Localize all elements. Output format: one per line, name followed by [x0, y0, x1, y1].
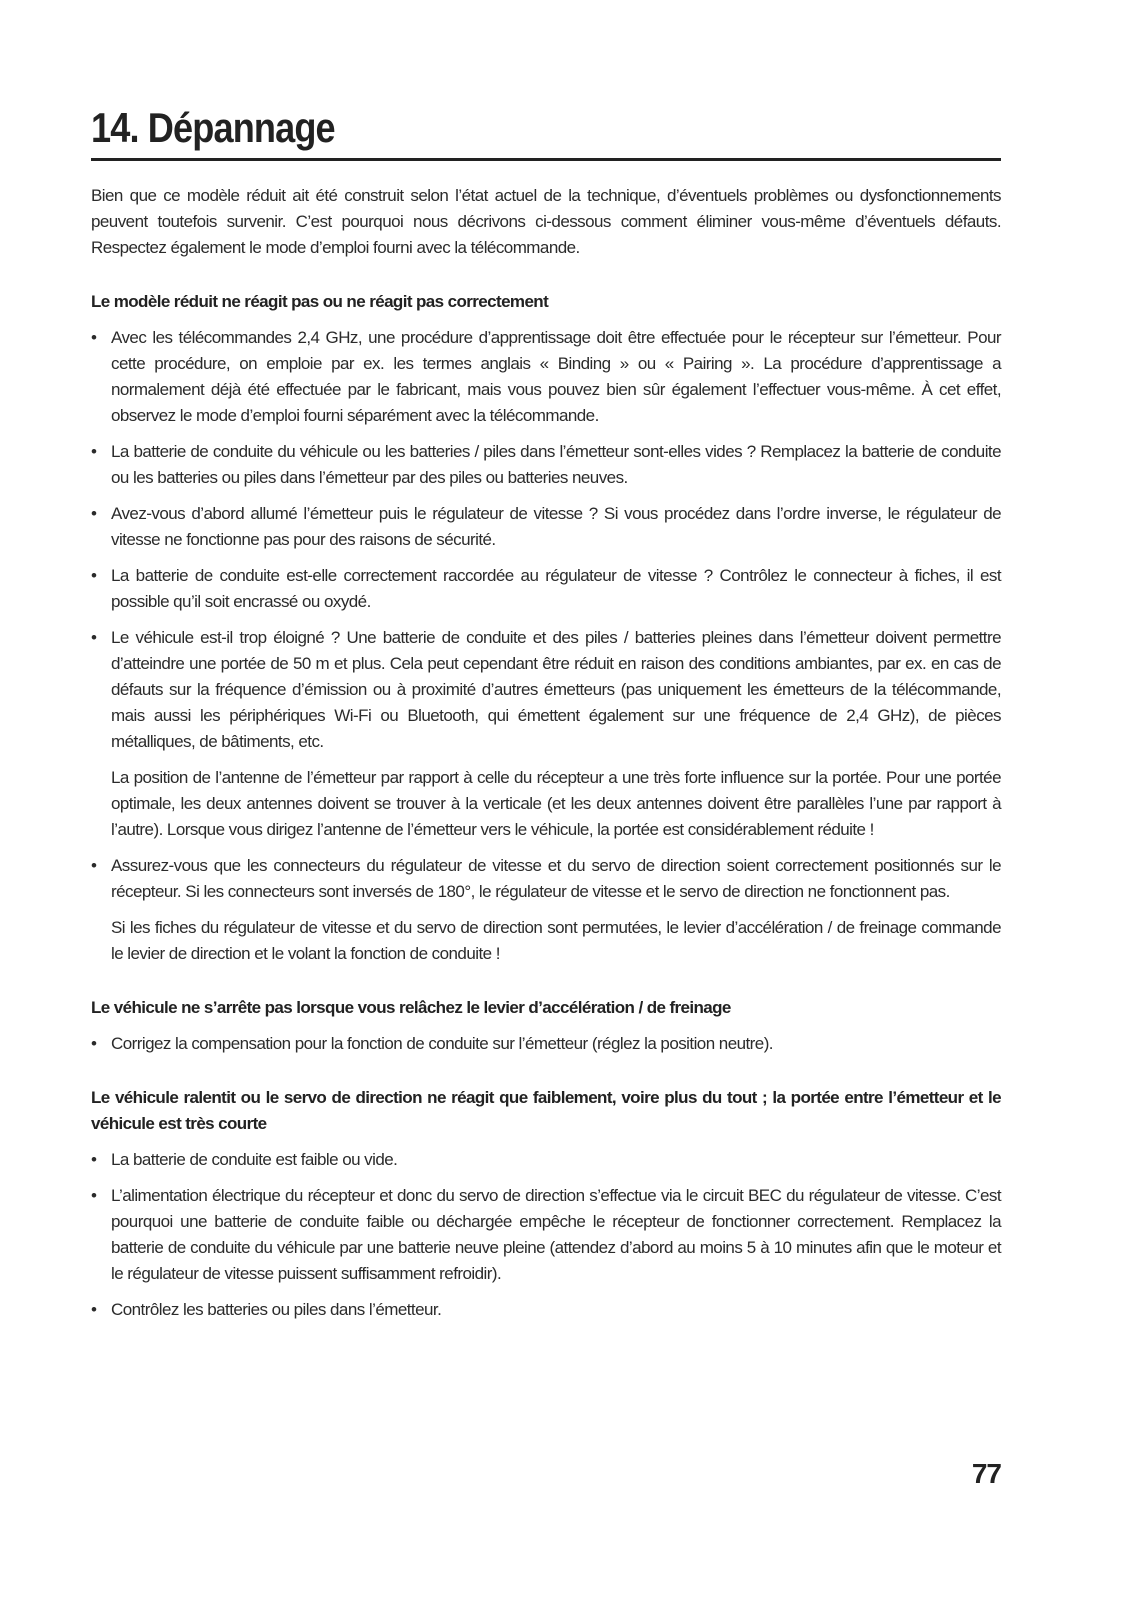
list-item-text: Contrôlez les batteries ou piles dans l’émetteur.	[111, 1300, 442, 1319]
list-item	[91, 439, 1001, 491]
section-heading: Le véhicule ralentit ou le servo de direction ne réagit que faiblement, voire plus du tout ; la portée entre l’émetteur et le véhicule est très courte	[91, 1088, 1001, 1133]
list-item-note: La position de l’antenne de l’émetteur par rapport à celle du récepteur a une très forte influence sur la portée. Pour une portée optimale, les deux antennes doivent se trouver à la verticale (et les deux antennes doivent être parallèles l’une par rapport à l’autre). Lorsque vous dirigez l’antenne de l’émetteur vers le véhicule, la portée est considérablement réduite !	[111, 768, 1001, 839]
list-item-text: La batterie de conduite du véhicule ou les batteries / piles dans l’émetteur sont-elles vides ? Remplacez la batterie de conduite ou les batteries ou piles dans l’émetteur par des piles ou batteries neuves.	[111, 442, 1001, 487]
bullet-icon: •	[91, 1300, 97, 1319]
intro-paragraph: Bien que ce modèle réduit ait été construit selon l’état actuel de la technique, d’éventuels problèmes ou dysfonctionnements peuvent toutefois survenir. C’est pourquoi nous décrivons ci-dessous comment éliminer vous-même d’éventuels défauts. Respectez également le mode d’emploi fourni avec la télécommande.	[91, 186, 1001, 257]
list-item-text: Le véhicule est-il trop éloigné ? Une batterie de conduite et des piles / batteries pleines dans l’émetteur doivent permettre d’atteindre une portée de 50 m et plus. Cela peut cependant être réduit en raison des conditions ambiantes, par ex. en cas de défauts sur la fréquence d’émission ou à proximité d’autres émetteurs (pas uniquement les émetteurs de la télécommande, mais aussi les périphériques Wi-Fi ou Bluetooth, qui émettent également sur une fréquence de 2,4 GHz), de pièces métalliques, de bâtiments, etc.	[111, 628, 1001, 751]
section-2	[91, 995, 1001, 1057]
bullet-list	[91, 1147, 1001, 1323]
bullet-icon: •	[91, 442, 97, 461]
list-item-text: Assurez-vous que les connecteurs du régulateur de vitesse et du servo de direction soient correctement positionnés sur le récepteur. Si les connecteurs sont inversés de 180°, le régulateur de vitesse et le servo de direction ne fonctionnent pas.	[111, 856, 1001, 901]
list-item	[91, 1147, 1001, 1173]
bullet-icon: •	[91, 328, 97, 347]
list-item	[91, 1183, 1001, 1287]
section-1	[91, 289, 1001, 967]
bullet-icon: •	[91, 856, 97, 875]
bullet-icon: •	[91, 566, 97, 585]
bullet-list	[91, 325, 1001, 967]
list-item	[91, 1297, 1001, 1323]
list-item	[91, 501, 1001, 553]
list-item-text: La batterie de conduite est faible ou vide.	[111, 1150, 398, 1169]
section-heading: Le véhicule ne s’arrête pas lorsque vous relâchez le levier d’accélération / de freinage	[91, 998, 731, 1017]
list-item-text: Avec les télécommandes 2,4 GHz, une procédure d’apprentissage doit être effectuée pour le récepteur sur l’émetteur. Pour cette procédure, on emploie par ex. les termes anglais « Binding » ou « Pairing ». La procédure d’apprentissage a normalement déjà été effectuée par le fabricant, mais vous pouvez bien sûr également l’effectuer vous-même. À cet effet, observez le mode d’emploi fourni séparément avec la télécommande.	[111, 328, 1001, 425]
list-item-text: La batterie de conduite est-elle correctement raccordée au régulateur de vitesse ? Contrôlez le connecteur à fiches, il est possible qu’il soit encrassé ou oxydé.	[111, 566, 1001, 611]
bullet-icon: •	[91, 1150, 97, 1169]
list-item	[91, 563, 1001, 615]
list-item-note: Si les fiches du régulateur de vitesse et du servo de direction sont permutées, le levier d’accélération / de freinage commande le levier de direction et le volant la fonction de conduite !	[111, 918, 1001, 963]
bullet-icon: •	[91, 504, 97, 523]
list-item	[91, 625, 1001, 843]
list-item-text: L’alimentation électrique du récepteur et donc du servo de direction s’effectue via le circuit BEC du régulateur de vitesse. C’est pourquoi une batterie de conduite faible ou déchargée empêche le récepteur de fonctionner correctement. Remplacez la batterie de conduite du véhicule par une batterie neuve pleine (attendez d’abord au moins 5 à 10 minutes afin que le moteur et le régulateur de vitesse puissent suffisamment refroidir).	[111, 1186, 1001, 1283]
bullet-icon: •	[91, 628, 97, 647]
section-heading: Le modèle réduit ne réagit pas ou ne réagit pas correctement	[91, 292, 549, 311]
list-item	[91, 325, 1001, 429]
list-item	[91, 1031, 1001, 1057]
bullet-icon: •	[91, 1034, 97, 1053]
list-item-text: Corrigez la compensation pour la fonction de conduite sur l’émetteur (réglez la position neutre).	[111, 1034, 773, 1053]
bullet-icon: •	[91, 1186, 97, 1205]
page-number: 77	[971, 1458, 1001, 1489]
list-item-text: Avez-vous d’abord allumé l’émetteur puis le régulateur de vitesse ? Si vous procédez dans l’ordre inverse, le régulateur de vitesse ne fonctionne pas pour des raisons de sécurité.	[111, 504, 1001, 549]
list-item	[91, 853, 1001, 967]
document-page	[91, 100, 1001, 1333]
page-title: 14. Dépannage	[91, 104, 335, 151]
bullet-list	[91, 1031, 1001, 1057]
title-rule	[91, 158, 1001, 161]
section-3	[91, 1085, 1001, 1323]
